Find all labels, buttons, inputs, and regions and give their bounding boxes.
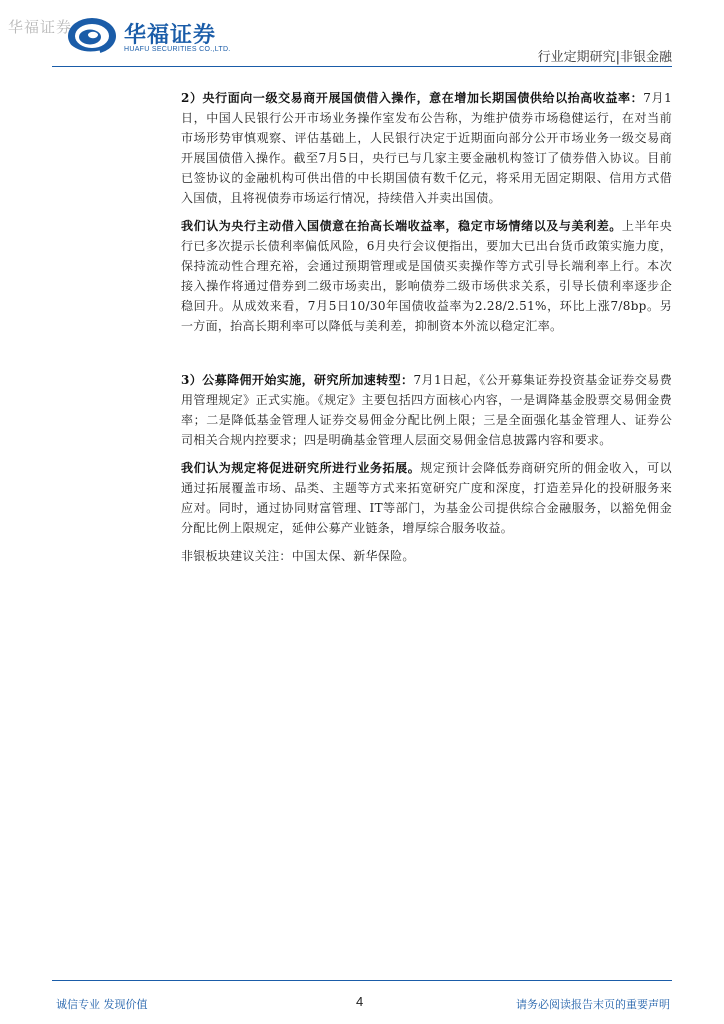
watermark: 华福证券 xyxy=(8,18,73,36)
report-type-label: 行业定期研究|非银金融 xyxy=(537,50,672,65)
paragraph-heading: 2）央行面向一级交易商开展国债借入操作，意在增加长期国债供给以抬高收益率： xyxy=(181,91,644,105)
paragraph-research-expansion xyxy=(181,458,672,538)
logo-text-en: HUAFU SECURITIES CO.,LTD. xyxy=(124,46,231,53)
paragraph-fund-commission xyxy=(181,370,672,450)
paragraph-text: 7月1日起，《公开募集证券投资基金证券交易费用管理规定》正式实施。《规定》主要包括四方面核心内容，一是调降基金股票交易佣金费率；二是降低基金管理人证券交易佣金分配比例上限；三是全面强化基金管理人、证券公司相关合规内控要求；四是明确基金管理人层面交易佣金信息披露内容和要求。 xyxy=(181,373,672,447)
paragraph-text: 上半年央行已多次提示长债利率偏低风险，6月央行会议便指出，要加大已出台货币政策实施力度，保持流动性合理充裕，会通过预期管理或是国债买卖操作等方式引导长端利率上行。本次接入操作将通过借券到二级市场卖出，影响债券二级市场供求关系，引导长债利率逐步企稳回升。从成效来看，7月5日10/30年国债收益率为2.28/2.51%，环比上涨7/8bp。另一方面，抬高长期利率可以降低与美利差，抑制资本外流以稳定汇率。 xyxy=(181,219,672,333)
footer-slogan: 诚信专业 发现价值 xyxy=(56,998,148,1011)
paragraph-yield-view xyxy=(181,216,672,336)
logo-text-cn: 华福证券 xyxy=(124,23,217,48)
paragraph-heading: 我们认为央行主动借入国债意在抬高长端收益率，稳定市场情绪以及与美利差。 xyxy=(181,219,622,233)
logo-swirl-icon xyxy=(66,14,118,58)
paragraph-pboc-bond-borrowing xyxy=(181,88,672,208)
paragraph-text: 7月1日，中国人民银行公开市场业务操作室发布公告称，为维护债券市场稳健运行，在对当前市场形势审慎观察、评估基础上，人民银行决定于近期面向部分公开市场业务一级交易商开展国债借入操作。截至7月5日，央行已与几家主要金融机构签订了债券借入协议。目前已签协议的金融机构可供出借的中长期国债有数千亿元，将采用无固定期限、信用方式借入国债，且将视债券市场运行情况，持续借入并卖出国债。 xyxy=(181,91,673,205)
paragraph-text: 规定预计会降低券商研究所的佣金收入，可以通过拓展覆盖市场、品类、主题等方式来拓宽研究广度和深度，打造差异化的投研服务来应对。同时，通过协同财富管理、IT等部门，为基金公司提供综合金融服务，以豁免佣金分配比例上限规定，延伸公募产业链条，增厚综合服务收益。 xyxy=(181,461,672,535)
paragraph-text: 非银板块建议关注：中国太保、新华保险。 xyxy=(181,549,415,563)
paragraph-heading: 3）公募降佣开始实施，研究所加速转型： xyxy=(181,373,414,387)
page-number: 4 xyxy=(356,994,364,1009)
header-divider xyxy=(52,66,672,67)
report-body xyxy=(181,88,672,566)
company-logo xyxy=(66,14,256,60)
paragraph-recommendation xyxy=(181,546,672,566)
footer-disclaimer: 请务必阅读报告末页的重要声明 xyxy=(516,998,670,1011)
paragraph-heading: 我们认为规定将促进研究所进行业务拓展。 xyxy=(181,461,421,475)
footer-divider xyxy=(52,980,672,981)
